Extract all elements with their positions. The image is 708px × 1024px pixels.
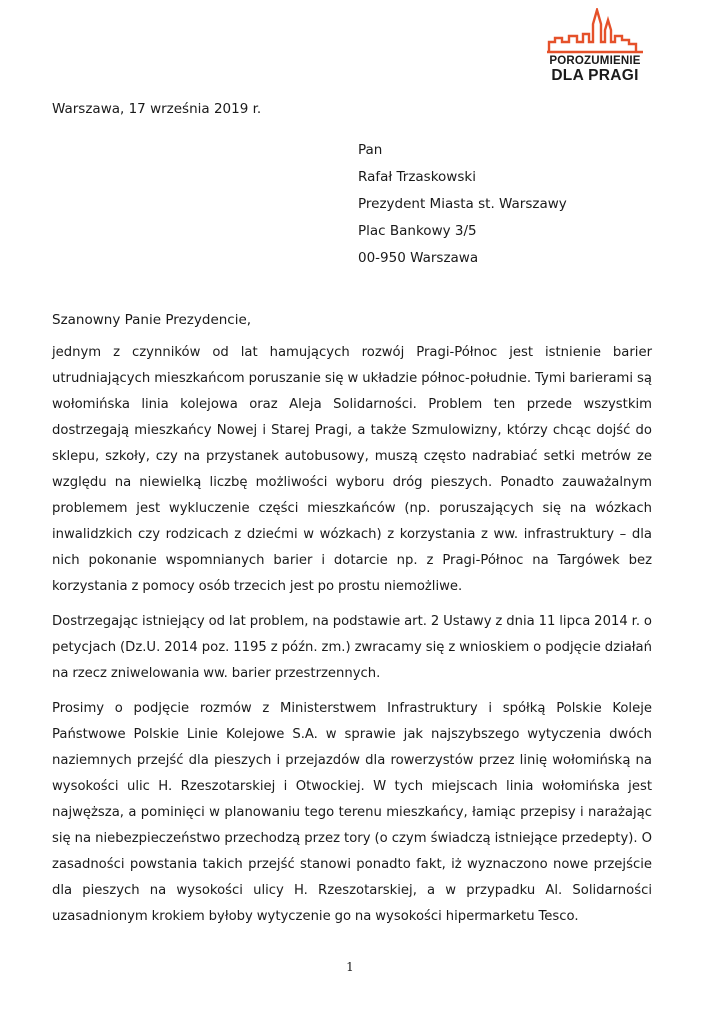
logo-text-line2: DLA PRAGI: [551, 67, 639, 84]
recipient-name: Rafał Trzaskowski: [358, 169, 476, 185]
letter-date: Warszawa, 17 września 2019 r.: [52, 101, 262, 117]
logo: [547, 8, 643, 86]
recipient-address: [358, 137, 567, 272]
recipient-city: 00-950 Warszawa: [358, 250, 479, 266]
city-skyline-icon: [547, 8, 643, 54]
recipient-street: Plac Bankowy 3/5: [358, 223, 477, 239]
salutation: Szanowny Panie Prezydencie,: [52, 312, 252, 328]
recipient-position: Prezydent Miasta st. Warszawy: [358, 196, 567, 212]
body-paragraph-1: jednym z czynników od lat hamujących rozwój Pragi-Północ jest istnienie barier utrudniających mieszkańcom poruszanie się w układzie północ-południe. Tymi barierami są wołomińska linia kolejowa oraz Aleja Solidarności. Problem ten przede wszystkim dostrzegają mieszkańcy Nowej i Starej Pragi, a także Szmulowizny, którzy chcąc dojść do sklepu, szkoły, czy na przystanek autobusowy, muszą często nadrabiać setki metrów ze względu na niewielką liczbę możliwości wyboru dróg pieszych. Ponadto zauważalnym problemem jest wykluczenie części mieszkańców (np. poruszających się na wózkach inwalidzkich czy rodzicach z dziećmi w wózkach) z korzystania z ww. infrastruktury – dla nich pokonanie wspomnianych barier i dotarcie np. z Pragi-Północ na Targówek bez korzystania z pomocy osób trzecich jest po prostu niemożliwe.: [52, 345, 652, 594]
logo-text-line1: POROZUMIENIE: [549, 55, 641, 67]
page-number: 1: [346, 960, 354, 974]
body-paragraph-2: Dostrzegając istniejący od lat problem, na podstawie art. 2 Ustawy z dnia 11 lipca 2014 r. o petycjach (Dz.U. 2014 poz. 1195 z późn. zm.) zwracamy się z wnioskiem o podjęcie działań na rzecz zniwelowania ww. barier przestrzennych.: [52, 614, 652, 681]
body-paragraph-3: Prosimy o podjęcie rozmów z Ministerstwem Infrastruktury i spółką Polskie Koleje Państwowe Polskie Linie Kolejowe S.A. w sprawie jak najszybszego wytyczenia dwóch naziemnych przejść dla pieszych i przejazdów dla rowerzystów przez linię wołomińską na wysokości ulic H. Rzeszotarskiej i Otwockiej. W tych miejscach linia wołomińska jest najwęższa, a pominięci w planowaniu tego terenu mieszkańcy, łamiąc przepisy i narażając się na niebezpieczeństwo przechodzą przez tory (o czym świadczą istniejące przedepty). O zasadności powstania takich przejść stanowi ponadto fakt, iż wyznaczono nowe przejście dla pieszych na wysokości ulicy H. Rzeszotarskiej, a w przypadku Al. Solidarności uzasadnionym krokiem byłoby wytyczenie go na wysokości hipermarketu Tesco.: [52, 701, 652, 924]
recipient-title: Pan: [358, 142, 383, 158]
